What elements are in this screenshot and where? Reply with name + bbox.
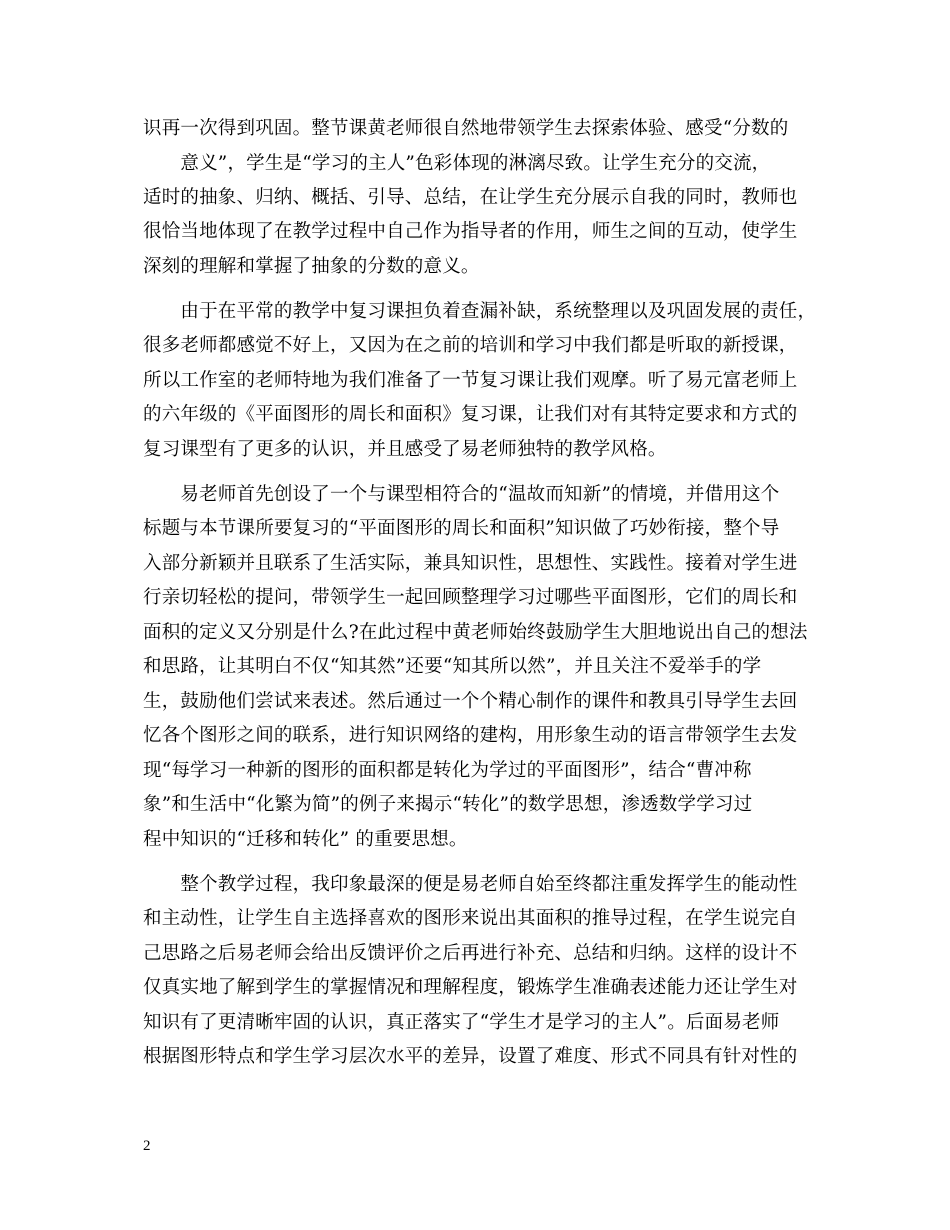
text-line: 面积的定义又分别是什么?在此过程中黄老师始终鼓励学生大胆地说出自己的想法	[143, 622, 808, 643]
text-line: 生，鼓励他们尝试来表述。然后通过一个个精心制作的课件和教具引导学生去回	[143, 691, 798, 712]
page-number: 2	[143, 1138, 151, 1154]
text-line: 很恰当地体现了在教学过程中自己作为指导者的作用，师生之间的互动，使学生	[143, 221, 798, 242]
text-line: 意义”，学生是“学习的主人”色彩体现的淋漓尽致。让学生充分的交流，	[143, 153, 771, 174]
text-line: 所以工作室的老师特地为我们准备了一节复习课让我们观摩。听了易元富老师上	[143, 370, 798, 391]
text-line: 根据图形特点和学生学习层次水平的差异，设置了难度、形式不同具有针对性的	[143, 1046, 798, 1067]
text-line: 标题与本节课所要复习的“平面图形的周长和面积”知识做了巧妙衔接，整个导	[143, 518, 780, 539]
text-line: 己思路之后易老师会给出反馈评价之后再进行补充、总结和归纳。这样的设计不	[143, 943, 798, 964]
text-line: 忆各个图形之间的联系，进行知识网络的建构，用形象生动的语言带领学生去发	[143, 725, 798, 746]
text-line: 识再一次得到巩固。整节课黄老师很自然地带领学生去探索体验、感受“分数的	[143, 118, 789, 139]
text-line: 易老师首先创设了一个与课型相符合的“温故而知新”的情境，并借用这个	[143, 484, 780, 505]
text-line: 行亲切轻松的提问，带领学生一起回顾整理学习过哪些平面图形，它们的周长和	[143, 587, 798, 608]
text-line: 和主动性，让学生自主选择喜欢的图形来说出其面积的推导过程，在学生说完自	[143, 908, 798, 929]
text-line: 的六年级的《平面图形的周长和面积》复习课，让我们对有其特定要求和方式的	[143, 404, 798, 425]
text-line: 知识有了更清晰牢固的认识，真正落实了“学生才是学习的主人”。后面易老师	[143, 1012, 780, 1033]
text-line: 复习课型有了更多的认识，并且感受了易老师独特的教学风格。	[143, 439, 667, 460]
text-line: 和思路，让其明白不仅“知其然”还要“知其所以然”，并且关注不爱举手的学	[143, 656, 762, 677]
text-line: 很多老师都感觉不好上，又因为在之前的培训和学习中我们都是听取的新授课，	[143, 335, 798, 356]
text-line: 入部分新颖并且联系了生活实际，兼具知识性，思想性、实践性。接着对学生进	[143, 553, 798, 574]
text-line: 整个教学过程，我印象最深的便是易老师自始至终都注重发挥学生的能动性	[143, 874, 798, 895]
text-line: 象”和生活中“化繁为简”的例子来揭示“转化”的数学思想，渗透数学学习过	[143, 794, 753, 815]
text-line: 仅真实地了解到学生的掌握情况和理解程度，锻炼学生准确表述能力还让学生对	[143, 977, 798, 998]
text-line: 由于在平常的教学中复习课担负着查漏补缺，系统整理以及巩固发展的责任，	[143, 301, 817, 322]
text-line: 适时的抽象、归纳、概括、引导、总结，在让学生充分展示自我的同时，教师也	[143, 187, 798, 208]
text-line: 深刻的理解和掌握了抽象的分数的意义。	[143, 256, 480, 277]
text-line: 程中知识的“迁移和转化” 的重要思想。	[143, 829, 468, 850]
text-line: 现“每学习一种新的图形的面积都是转化为学过的平面图形”，结合“曹冲称	[143, 760, 752, 781]
